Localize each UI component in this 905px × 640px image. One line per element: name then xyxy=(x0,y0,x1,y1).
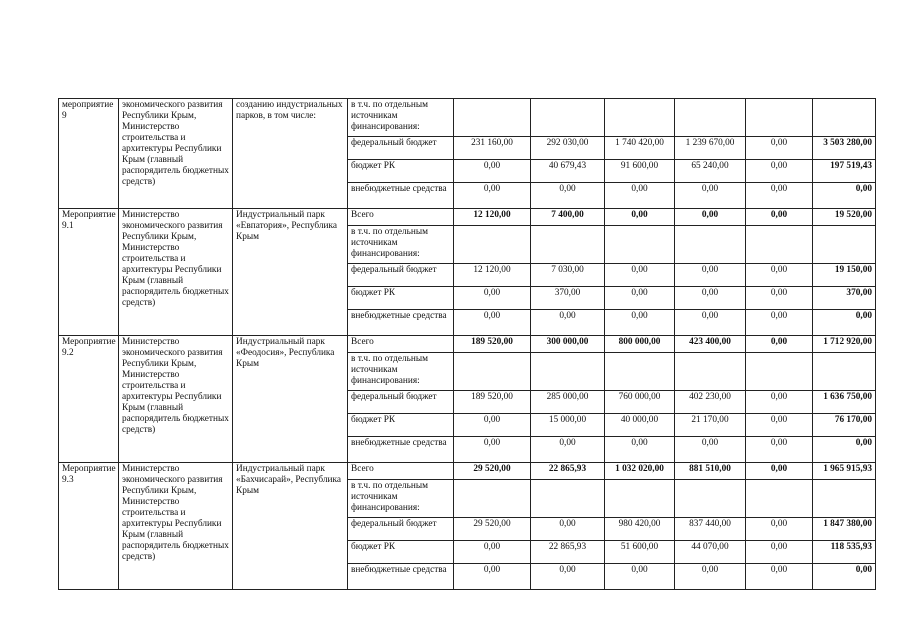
value-cell xyxy=(605,353,675,391)
value-cell: 980 420,00 xyxy=(605,518,675,541)
value-cell xyxy=(675,99,746,137)
value-cell: 0,00 xyxy=(675,209,746,226)
object-cell: Индустриальный парк «Евпатория», Республика Крым xyxy=(233,209,348,336)
value-cell: 0,00 xyxy=(531,437,605,463)
value-cell: 1 740 420,00 xyxy=(605,137,675,160)
value-cell: 7 400,00 xyxy=(531,209,605,226)
value-cell xyxy=(746,226,813,264)
value-cell xyxy=(454,353,531,391)
total-value-cell: 0,00 xyxy=(813,310,876,336)
value-cell: 370,00 xyxy=(531,287,605,310)
value-cell: 423 400,00 xyxy=(675,336,746,353)
source-cell: внебюджетные средства xyxy=(348,437,454,463)
value-cell: 0,00 xyxy=(746,414,813,437)
value-cell: 15 000,00 xyxy=(531,414,605,437)
value-cell: 0,00 xyxy=(605,310,675,336)
table-row xyxy=(59,463,876,480)
value-cell: 0,00 xyxy=(746,264,813,287)
value-cell: 292 030,00 xyxy=(531,137,605,160)
value-cell: 0,00 xyxy=(675,564,746,590)
value-cell: 189 520,00 xyxy=(454,391,531,414)
value-cell: 1 032 020,00 xyxy=(605,463,675,480)
financing-table xyxy=(58,98,876,590)
value-cell xyxy=(605,480,675,518)
value-cell: 29 520,00 xyxy=(454,463,531,480)
value-cell: 0,00 xyxy=(746,564,813,590)
value-cell: 0,00 xyxy=(605,183,675,209)
value-cell: 0,00 xyxy=(746,310,813,336)
value-cell: 0,00 xyxy=(746,541,813,564)
value-cell: 837 440,00 xyxy=(675,518,746,541)
table-row xyxy=(59,209,876,226)
value-cell: 0,00 xyxy=(454,310,531,336)
source-cell: внебюджетные средства xyxy=(348,310,454,336)
source-cell: федеральный бюджет xyxy=(348,391,454,414)
source-cell: внебюджетные средства xyxy=(348,183,454,209)
value-cell: 300 000,00 xyxy=(531,336,605,353)
total-value-cell: 0,00 xyxy=(813,564,876,590)
value-cell xyxy=(454,480,531,518)
source-cell: Всего xyxy=(348,336,454,353)
value-cell: 0,00 xyxy=(746,209,813,226)
executor-cell: Министерство экономического развития Республики Крым, Министерство строительства и архитектуры Республики Крым (главный распорядитель бюджетных средств) xyxy=(119,209,233,336)
value-cell: 402 230,00 xyxy=(675,391,746,414)
value-cell: 0,00 xyxy=(675,310,746,336)
source-cell: федеральный бюджет xyxy=(348,264,454,287)
value-cell: 51 600,00 xyxy=(605,541,675,564)
value-cell: 0,00 xyxy=(675,437,746,463)
value-cell: 0,00 xyxy=(605,287,675,310)
value-cell: 0,00 xyxy=(746,518,813,541)
total-value-cell: 1 965 915,93 xyxy=(813,463,876,480)
value-cell: 881 510,00 xyxy=(675,463,746,480)
total-value-cell: 19 520,00 xyxy=(813,209,876,226)
total-value-cell xyxy=(813,226,876,264)
value-cell: 0,00 xyxy=(675,287,746,310)
value-cell: 189 520,00 xyxy=(454,336,531,353)
value-cell xyxy=(746,353,813,391)
value-cell: 7 030,00 xyxy=(531,264,605,287)
value-cell: 1 239 670,00 xyxy=(675,137,746,160)
value-cell: 0,00 xyxy=(746,336,813,353)
total-value-cell: 1 712 920,00 xyxy=(813,336,876,353)
value-cell: 0,00 xyxy=(454,437,531,463)
value-cell: 0,00 xyxy=(531,183,605,209)
measure-cell: Мероприятие 9.2 xyxy=(59,336,119,463)
value-cell: 0,00 xyxy=(746,437,813,463)
value-cell: 65 240,00 xyxy=(675,160,746,183)
source-cell: бюджет РК xyxy=(348,287,454,310)
value-cell: 0,00 xyxy=(746,287,813,310)
total-value-cell: 197 519,43 xyxy=(813,160,876,183)
total-value-cell xyxy=(813,99,876,137)
value-cell: 0,00 xyxy=(454,541,531,564)
value-cell xyxy=(746,480,813,518)
value-cell xyxy=(454,226,531,264)
source-cell: в т.ч. по отдельным источникам финансирования: xyxy=(348,99,454,137)
financing-table-body xyxy=(59,99,876,590)
value-cell: 40 000,00 xyxy=(605,414,675,437)
value-cell: 22 865,93 xyxy=(531,541,605,564)
value-cell: 0,00 xyxy=(605,564,675,590)
executor-cell: Министерство экономического развития Республики Крым, Министерство строительства и архитектуры Республики Крым (главный распорядитель бюджетных средств) xyxy=(119,463,233,590)
source-cell: Всего xyxy=(348,463,454,480)
source-cell: федеральный бюджет xyxy=(348,518,454,541)
value-cell: 0,00 xyxy=(675,264,746,287)
value-cell: 231 160,00 xyxy=(454,137,531,160)
object-cell: Индустриальный парк «Бахчисарай», Республика Крым xyxy=(233,463,348,590)
source-cell: федеральный бюджет xyxy=(348,137,454,160)
measure-cell: Мероприятие 9.3 xyxy=(59,463,119,590)
total-value-cell: 0,00 xyxy=(813,437,876,463)
value-cell: 0,00 xyxy=(605,437,675,463)
value-cell: 0,00 xyxy=(746,463,813,480)
source-cell: бюджет РК xyxy=(348,414,454,437)
value-cell xyxy=(531,480,605,518)
executor-cell: экономического развития Республики Крым, Министерство строительства и архитектуры Республики Крым (главный распорядитель бюджетных средств) xyxy=(119,99,233,209)
total-value-cell: 1 636 750,00 xyxy=(813,391,876,414)
measure-cell: Мероприятие 9.1 xyxy=(59,209,119,336)
value-cell: 12 120,00 xyxy=(454,209,531,226)
value-cell xyxy=(675,226,746,264)
source-cell: в т.ч. по отдельным источникам финансирования: xyxy=(348,353,454,391)
source-cell: внебюджетные средства xyxy=(348,564,454,590)
source-cell: Всего xyxy=(348,209,454,226)
total-value-cell: 370,00 xyxy=(813,287,876,310)
value-cell: 285 000,00 xyxy=(531,391,605,414)
value-cell xyxy=(746,99,813,137)
object-cell: созданию индустриальных парков, в том числе: xyxy=(233,99,348,209)
value-cell xyxy=(675,480,746,518)
value-cell xyxy=(454,99,531,137)
source-cell: в т.ч. по отдельным источникам финансирования: xyxy=(348,480,454,518)
executor-cell: Министерство экономического развития Республики Крым, Министерство строительства и архитектуры Республики Крым (главный распорядитель бюджетных средств) xyxy=(119,336,233,463)
value-cell: 0,00 xyxy=(675,183,746,209)
value-cell: 0,00 xyxy=(746,137,813,160)
value-cell xyxy=(531,353,605,391)
source-cell: бюджет РК xyxy=(348,541,454,564)
value-cell: 0,00 xyxy=(531,564,605,590)
source-cell: бюджет РК xyxy=(348,160,454,183)
table-row xyxy=(59,99,876,137)
value-cell xyxy=(675,353,746,391)
value-cell: 0,00 xyxy=(746,391,813,414)
value-cell: 0,00 xyxy=(454,414,531,437)
total-value-cell: 3 503 280,00 xyxy=(813,137,876,160)
stray-mark: ' xyxy=(453,540,455,549)
source-cell: в т.ч. по отдельным источникам финансирования: xyxy=(348,226,454,264)
value-cell: 21 170,00 xyxy=(675,414,746,437)
value-cell: 44 070,00 xyxy=(675,541,746,564)
value-cell: 0,00 xyxy=(454,564,531,590)
table-row xyxy=(59,336,876,353)
value-cell: 0,00 xyxy=(605,209,675,226)
object-cell: Индустриальный парк «Феодосия», Республика Крым xyxy=(233,336,348,463)
value-cell: 29 520,00 xyxy=(454,518,531,541)
total-value-cell: 76 170,00 xyxy=(813,414,876,437)
value-cell: 760 000,00 xyxy=(605,391,675,414)
value-cell: 0,00 xyxy=(746,160,813,183)
total-value-cell xyxy=(813,480,876,518)
total-value-cell: 118 535,93 xyxy=(813,541,876,564)
value-cell: 0,00 xyxy=(531,518,605,541)
value-cell xyxy=(531,99,605,137)
value-cell: 91 600,00 xyxy=(605,160,675,183)
value-cell xyxy=(605,226,675,264)
value-cell: 800 000,00 xyxy=(605,336,675,353)
value-cell: 0,00 xyxy=(454,183,531,209)
value-cell: 12 120,00 xyxy=(454,264,531,287)
measure-cell: мероприятие 9 xyxy=(59,99,119,209)
total-value-cell: 1 847 380,00 xyxy=(813,518,876,541)
value-cell: 22 865,93 xyxy=(531,463,605,480)
value-cell xyxy=(605,99,675,137)
value-cell: 0,00 xyxy=(605,264,675,287)
total-value-cell xyxy=(813,353,876,391)
total-value-cell: 19 150,00 xyxy=(813,264,876,287)
value-cell: 0,00 xyxy=(746,183,813,209)
value-cell: 0,00 xyxy=(454,287,531,310)
value-cell: 40 679,43 xyxy=(531,160,605,183)
value-cell: 0,00 xyxy=(531,310,605,336)
total-value-cell: 0,00 xyxy=(813,183,876,209)
value-cell xyxy=(531,226,605,264)
value-cell: 0,00 xyxy=(454,160,531,183)
